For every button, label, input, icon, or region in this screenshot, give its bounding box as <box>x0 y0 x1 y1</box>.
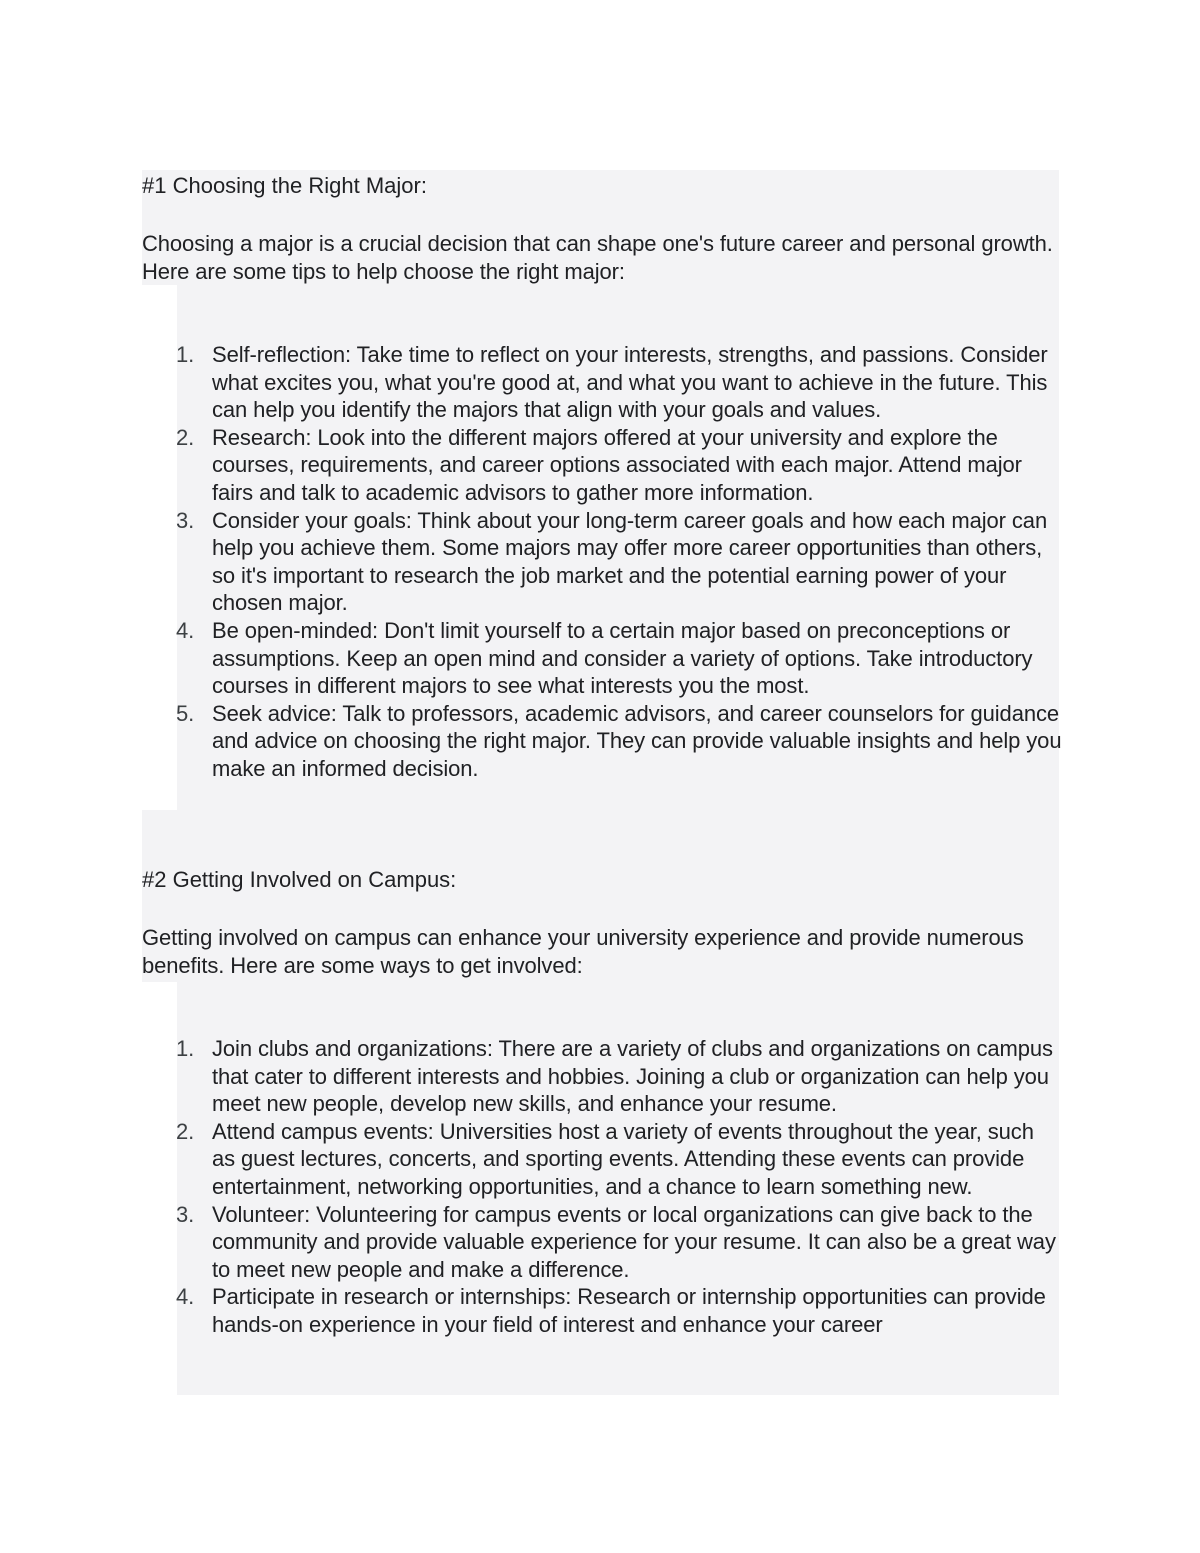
list-item-number: 1. <box>176 342 195 367</box>
list-item-text: Participate in research or internships: Research or internship opportunities can provide hands-on experience in your field of interest and enhance your career <box>212 1284 1046 1337</box>
list-item <box>142 617 1062 700</box>
list-item <box>142 341 1062 424</box>
section2-heading: #2 Getting Involved on Campus: <box>142 867 457 892</box>
section2-intro: Getting involved on campus can enhance your university experience and provide numerous benefits. Here are some ways to get involved: <box>142 925 1024 978</box>
list-item-number: 1. <box>176 1036 195 1061</box>
section1-intro: Choosing a major is a crucial decision that can shape one's future career and personal growth. Here are some tips to help choose the right major: <box>142 231 1053 284</box>
list-item <box>142 1283 1062 1338</box>
list-item <box>142 1035 1062 1118</box>
list-item <box>142 1201 1062 1284</box>
list-item-text: Research: Look into the different majors offered at your university and explore the courses, requirements, and career options associated with each major. Attend major fairs and talk to academic advisors to gather more information. <box>212 424 1022 505</box>
list-item <box>142 424 1062 507</box>
list-item-number: 4. <box>176 1284 195 1310</box>
list-item-text: Be open-minded: Don't limit yourself to a certain major based on preconceptions or assumptions. Keep an open mind and consider a variety of options. Take introductory courses in different majors to see what interests you the most. <box>212 617 1033 699</box>
section1-heading: #1 Choosing the Right Major: <box>142 173 427 198</box>
list-item <box>142 1118 1062 1201</box>
list-item-number: 4. <box>176 617 195 643</box>
list-item-number: 2. <box>176 1118 195 1144</box>
section2-list <box>142 1035 1062 1339</box>
list-item-text: Volunteer: Volunteering for campus events or local organizations can give back to the community and provide valuable experience for your resume. It can also be a great way to meet new people and make a difference. <box>212 1201 1056 1282</box>
list-item-number: 3. <box>176 507 195 533</box>
section1-list <box>142 341 1062 783</box>
list-item-text: Seek advice: Talk to professors, academic advisors, and career counselors for guidance and advice on choosing the right major. They can provide valuable insights and help you make an informed decision. <box>212 700 1062 781</box>
list-item-text: Self-reflection: Take time to reflect on your interests, strengths, and passions. Consider what excites you, what you're good at, and what you want to achieve in the future. This can help you identify the majors that align with your goals and values. <box>212 342 1048 423</box>
list-item-text: Consider your goals: Think about your long-term career goals and how each major can help you achieve them. Some majors may offer more career opportunities than others, so it's important to research the job market and the potential earning power of your chosen major. <box>212 507 1048 616</box>
list-item-text: Attend campus events: Universities host a variety of events throughout the year, such as guest lectures, concerts, and sporting events. Attending these events can provide entertainment, networking opportunities, and a chance to learn something new. <box>212 1118 1034 1199</box>
list-item-number: 3. <box>176 1201 195 1227</box>
list-item-number: 5. <box>176 700 195 726</box>
list-item-text: Join clubs and organizations: There are a variety of clubs and organizations on campus that cater to different interests and hobbies. Joining a club or organization can help you meet new people, develop new skills, and enhance your resume. <box>212 1036 1053 1117</box>
list-item <box>142 700 1062 783</box>
list-item <box>142 507 1062 617</box>
list-item-number: 2. <box>176 424 195 450</box>
